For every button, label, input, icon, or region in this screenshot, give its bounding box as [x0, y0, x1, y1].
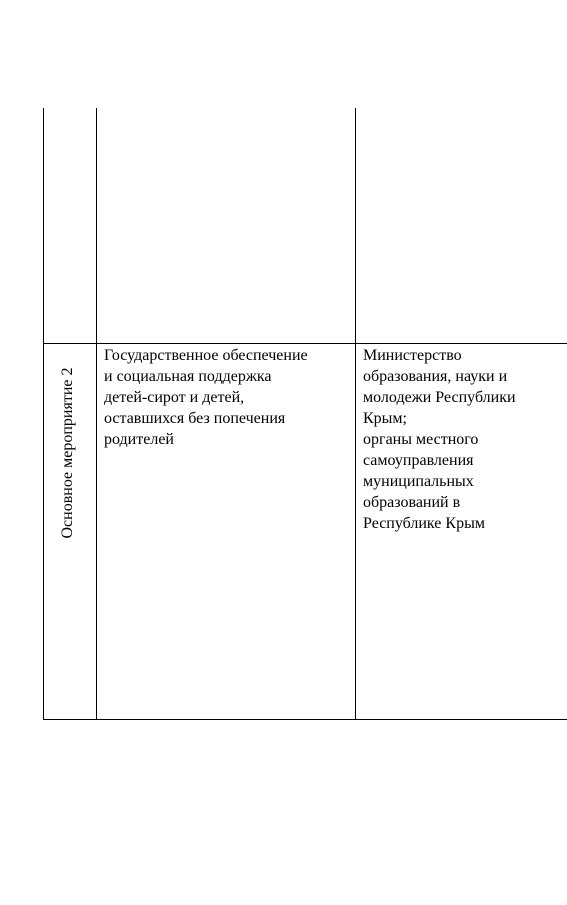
- row2-col3-responsible: Министерство образования, науки и молодежи Республики Крым; органы местного самоуправления муниципальных образований в Республике Крым: [363, 347, 516, 532]
- table-row-divider: [43, 343, 567, 344]
- table-border-left: [43, 108, 44, 720]
- table-border-col2-col3: [355, 108, 356, 720]
- table-border-col1-col2: [96, 108, 97, 720]
- row2-col2-description: Государственное обеспечение и социальная поддержка детей-сирот и детей, оставшихся без попечения родителей: [104, 347, 308, 448]
- row2-col1-label: Основное мероприятие 2: [59, 367, 76, 539]
- table-border-bottom: [43, 719, 567, 720]
